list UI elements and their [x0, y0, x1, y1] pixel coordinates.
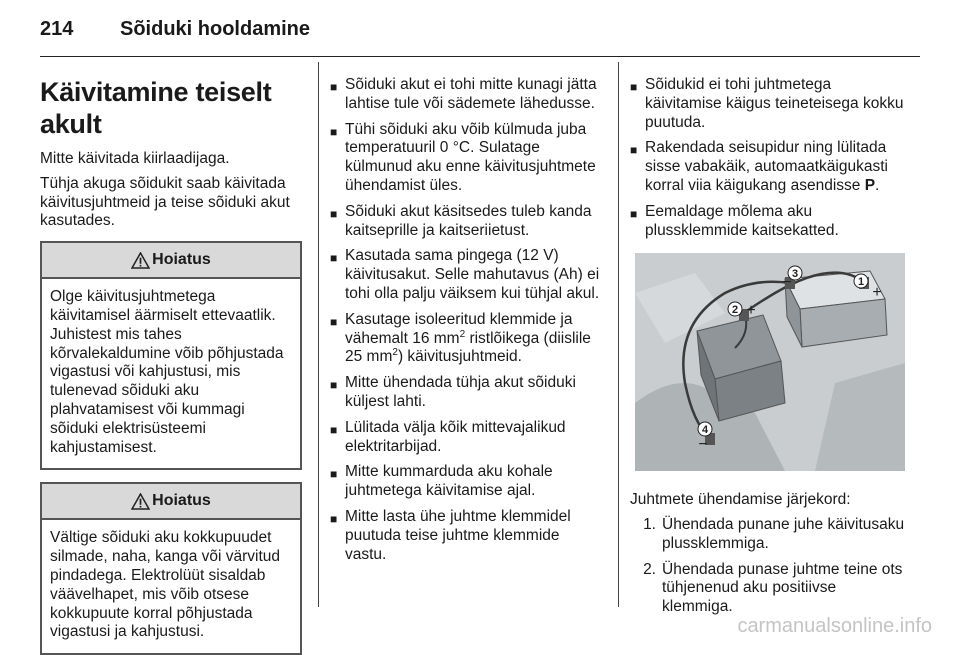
- header-divider: [40, 56, 920, 57]
- bullet-icon: ■: [330, 378, 338, 393]
- marker-2: 2: [731, 304, 739, 317]
- column-divider-2: [618, 62, 619, 607]
- minus-sign-4: −: [698, 436, 708, 454]
- list-item: ■ Eemaldage mõlema aku plussklemmide kaitsekatted.: [630, 202, 839, 239]
- warning-header: [42, 243, 300, 279]
- procedure-list: [630, 76, 905, 240]
- list-item: ■ Tühi sõiduki aku võib külmuda juba temperatuuril 0 °C. Sulatage külmunud aku enne käivitusjuhtmete ühendamist üles.: [330, 120, 596, 194]
- bullet-icon: ■: [330, 314, 338, 329]
- marker-3: 3: [791, 268, 799, 281]
- bullet-icon: ■: [630, 143, 638, 158]
- list-item: ■ Mitte kummarduda aku kohale juhtmetega käivitamise ajal.: [330, 463, 553, 500]
- list-item: ■ Sõidukid ei tohi juhtmetega käivitamise käigus teineteisega kokku puutuda.: [630, 76, 904, 131]
- figure-caption: Juhtmete ühendamise järjekord:: [630, 491, 851, 509]
- step-item: 1. Ühendada punane juhe käivitusaku plussklemmiga.: [643, 515, 905, 552]
- plus-sign-1: +: [872, 284, 882, 302]
- intro-paragraph: Mitte käivitada kiirlaadijaga.: [40, 150, 230, 167]
- connection-steps: [630, 516, 905, 617]
- section-title: Käivitamine teiselt akult: [40, 77, 272, 139]
- precaution-list: [330, 76, 602, 564]
- list-item: ■ Lülitada välja kõik mittevajalikud elektritarbijad.: [330, 418, 566, 455]
- bullet-icon: ■: [330, 206, 338, 221]
- chapter-title: Sõiduki hooldamine: [120, 18, 311, 40]
- warning-title: Hoiatus: [152, 250, 211, 268]
- bullet-icon: ■: [330, 511, 338, 526]
- list-item: ■ Sõiduki akut ei tohi mitte kunagi jätta lahtise tule või sädemete lähedusse.: [330, 76, 597, 112]
- bullet-icon: ■: [630, 80, 638, 94]
- column-1: [40, 62, 302, 655]
- list-item: ■ Mitte lasta ühe juhtme klemmidel puutuda teise juhtme klemmide vastu.: [330, 507, 571, 563]
- list-item: ■ Sõiduki akut käsitsedes tuleb kanda kaitseprille ja kaitseriietust.: [330, 202, 592, 239]
- warning-text: Olge käivitusjuhtmetega käivitamisel äärmiselt ettevaatlik. Juhistest mis tahes kõrvalekaldumine võib põhjustada vigastusi või kahjustusi, mis tulenevad sõiduki aku plahvatamisest või kummagi sõiduki elektrisüsteemi kahjustamisest.: [50, 288, 284, 456]
- minus-sign-3: −: [782, 274, 792, 292]
- bullet-icon: ■: [330, 251, 338, 266]
- marker-4: 4: [701, 424, 709, 437]
- column-3: [630, 62, 905, 624]
- list-item: ■ Mitte ühendada tühja akut sõiduki küljest lahti.: [330, 374, 576, 410]
- bullet-icon: ■: [630, 206, 638, 221]
- warning-box: [40, 241, 302, 470]
- bullet-icon: ■: [330, 124, 338, 139]
- marker-1: 1: [857, 276, 865, 289]
- warning-triangle-icon: [131, 493, 150, 510]
- column-divider-1: [318, 62, 319, 607]
- watermark-text: carmanualsonline.info: [737, 615, 932, 637]
- plus-sign-2: +: [746, 302, 756, 320]
- bullet-icon: ■: [330, 422, 338, 437]
- warning-triangle-icon: [131, 252, 150, 269]
- bullet-icon: ■: [330, 467, 338, 482]
- intro-paragraph: Tühja akuga sõidukit saab käivitada käivitusjuhtmeid ja teise sõiduki akut kasutades.: [40, 174, 290, 230]
- step-item: 2. Ühendada punase juhtme teine ots tühjenenud aku positiivse klemmiga.: [643, 560, 903, 616]
- bullet-icon: ■: [330, 80, 338, 94]
- jump-start-illustration: [635, 253, 905, 471]
- warning-header: [42, 484, 300, 520]
- list-item: ■ Rakendada seisupidur ning lülitada sisse vabakäik, automaatkäigukasti korral viia käigukang asendisse P.: [630, 139, 888, 194]
- column-2: [330, 62, 602, 571]
- warning-title: Hoiatus: [152, 491, 211, 509]
- warning-box: [40, 482, 302, 655]
- list-item: ■ Kasutada sama pingega (12 V) käivitusakut. Selle mahutavus (Ah) ei tohi olla palju väiksem kui tühjal akul.: [330, 247, 600, 302]
- page-header: [40, 18, 310, 41]
- page-number: 214: [40, 18, 74, 40]
- list-item: ■ Kasutage isoleeritud klemmide ja vähemalt 16 $mm^2$ ristlõikega (diislile 25 $mm^2$) käivitusjuhtmeid.: [330, 310, 591, 366]
- warning-text: Vältige sõiduki aku kokkupuudet silmade, naha, kanga või värvitud pindadega. Elektrolüüt sisaldab väävelhapet, mis võib otsese kokkupuute korral põhjustada vigastusi ja kahjustusi.: [50, 529, 281, 641]
